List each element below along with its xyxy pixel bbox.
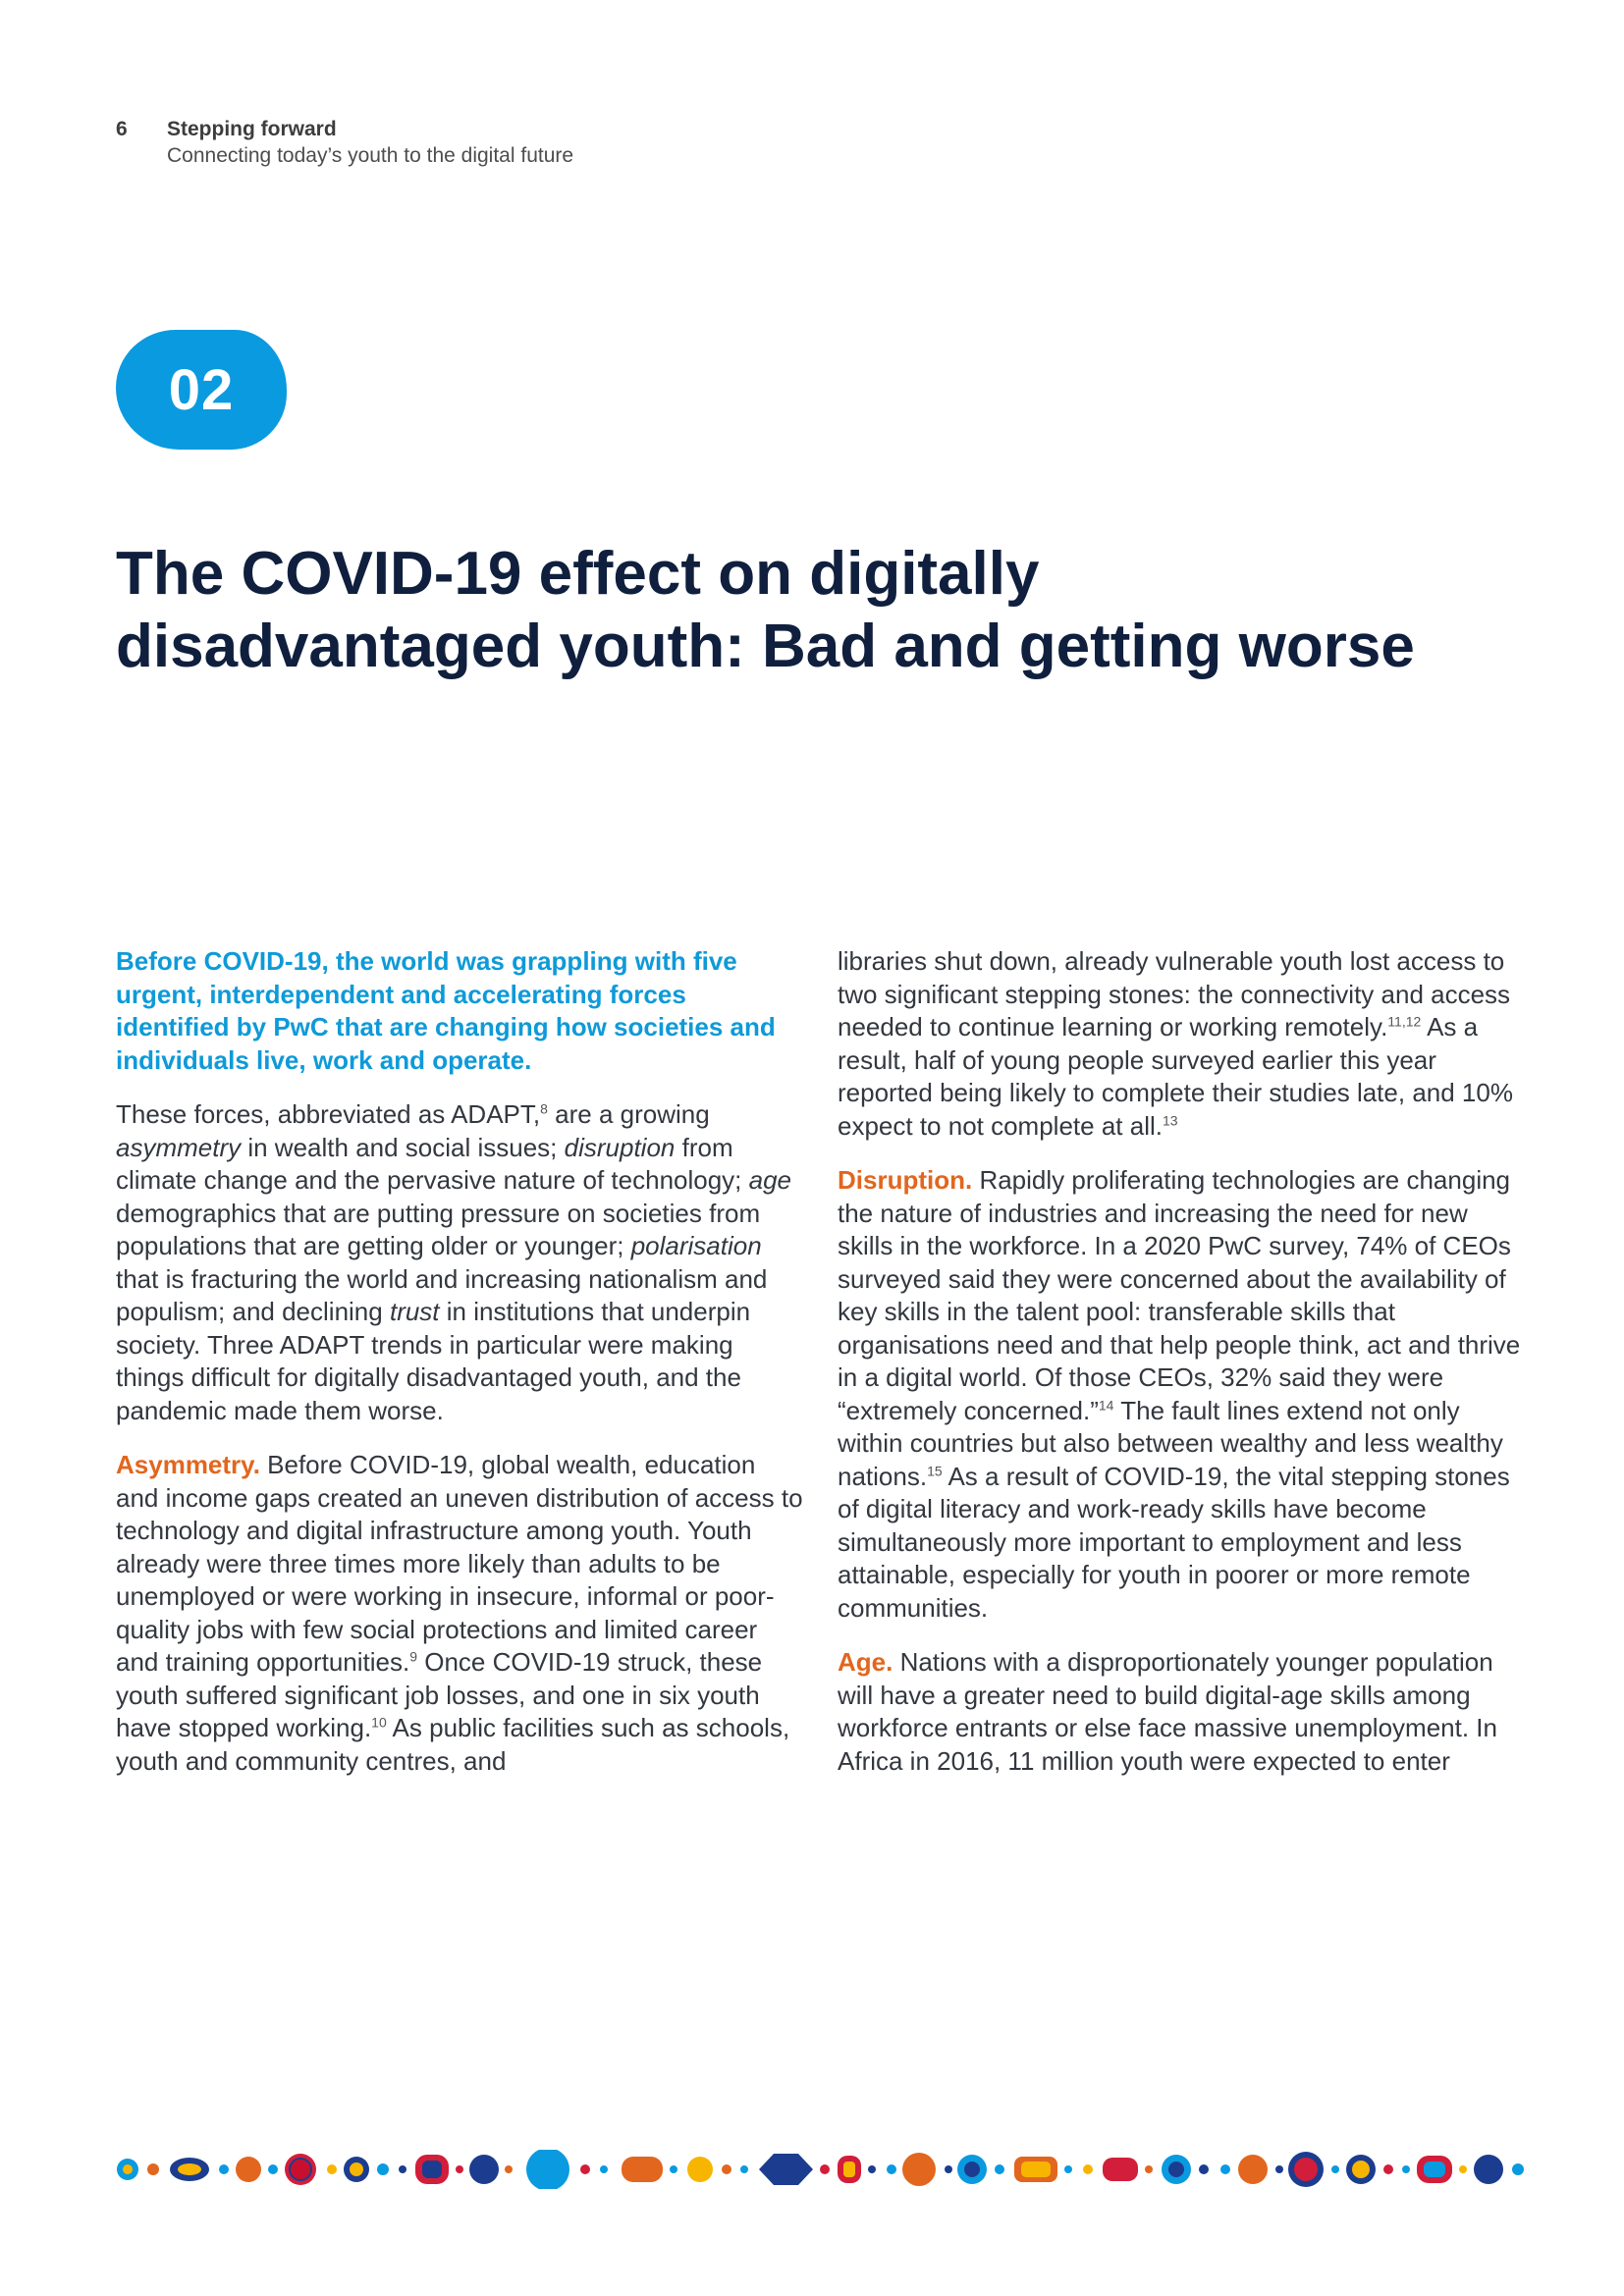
section-number: 02 (168, 357, 235, 422)
footnote-ref: 11,12 (1387, 1013, 1422, 1030)
document-title: Stepping forward (167, 118, 337, 140)
footnote-ref: 13 (1162, 1111, 1178, 1128)
paragraph-lead: Disruption. (838, 1165, 973, 1195)
paragraph-lead: Age. (838, 1647, 893, 1677)
body-paragraph-age: Age. Nations with a disproportionately younger population will have a greater need to build digital-age skills among workforce entrants or else face massive unemployment. In Africa in 2016, 11 million youth were expected to enter (838, 1647, 1497, 1776)
body-paragraph-disruption: Disruption. Rapidly proliferating technologies are changing the nature of industries and increasing the need for new skills in the workforce. In a 2020 PwC survey, 74% of CEOs surveyed said they were concerned about the availability of key skills in the talent pool: transferable skills that organisations need and that help people think, act and thrive in a digital world. Of those CEOs, 32% said they were “extremely concerned.”$^{14}$ The fault lines extend not only within countries but also between wealthy and less wealthy nations.$^{15}$ As a result of COVID-19, the vital stepping stones of digital literacy and work-ready skills have become simultaneously more important to employment and less attainable, especially for youth in poorer or more remote communities. (838, 1165, 1521, 1623)
paragraph-lead: Asymmetry. (116, 1450, 260, 1479)
page-number: 6 (116, 118, 128, 140)
decorative-dot-border (116, 2150, 1530, 2189)
body-paragraph-continued: libraries shut down, already vulnerable youth lost access to two significant stepping stones: the connectivity and access needed to continue learning or working remotely.$^{11,12}$ As a result, half of young people surveyed earlier this year reported being likely to complete their studies late, and 10% expect to not complete at all.$^{13}$ (838, 946, 1513, 1141)
footnote-ref: 10 (371, 1714, 387, 1731)
footnote-ref: 9 (409, 1648, 417, 1665)
body-paragraph-adapt: These forces, abbreviated as ADAPT,$^8$ are a growing asymmetry in wealth and social issues; disruption from climate change and the pervasive nature of technology; age demographics that are putting pressure on societies from populations that are getting older or younger; polarisation that is fracturing the world and increasing nationalism and populism; and declining trust in institutions that underpin society. Three ADAPT trends in particular were making things difficult for digitally disadvantaged youth, and the pandemic made them worse. (116, 1099, 792, 1425)
section-title: The COVID-19 effect on digitally disadvantaged youth: Bad and getting worse (116, 540, 1415, 680)
footnote-ref: 14 (1098, 1396, 1114, 1413)
dot-pattern (117, 2150, 1524, 2189)
intro-paragraph: Before COVID-19, the world was grappling with five urgent, interdependent and accelerating forces identified by PwC that are changing how societies and individuals live, work and operate. (116, 946, 776, 1075)
left-column (116, 945, 803, 1799)
document-subtitle: Connecting today’s youth to the digital future (167, 144, 574, 167)
section-number-badge (116, 330, 287, 450)
footnote-ref: 8 (540, 1100, 548, 1117)
body-paragraph-asymmetry: Asymmetry. Before COVID-19, global wealth, education and income gaps created an uneven distribution of access to technology and digital infrastructure among youth. Youth already were three times more likely than adults to be unemployed or were working in insecure, informal or poor-quality jobs with few social protections and limited career and training opportunities.$^9$ Once COVID-19 struck, these youth suffered significant job losses, and one in six youth have stopped working.$^{10}$ As public facilities such as schools, youth and community centres, and (116, 1450, 803, 1776)
footnote-ref: 15 (927, 1462, 943, 1478)
right-column (838, 945, 1525, 1799)
